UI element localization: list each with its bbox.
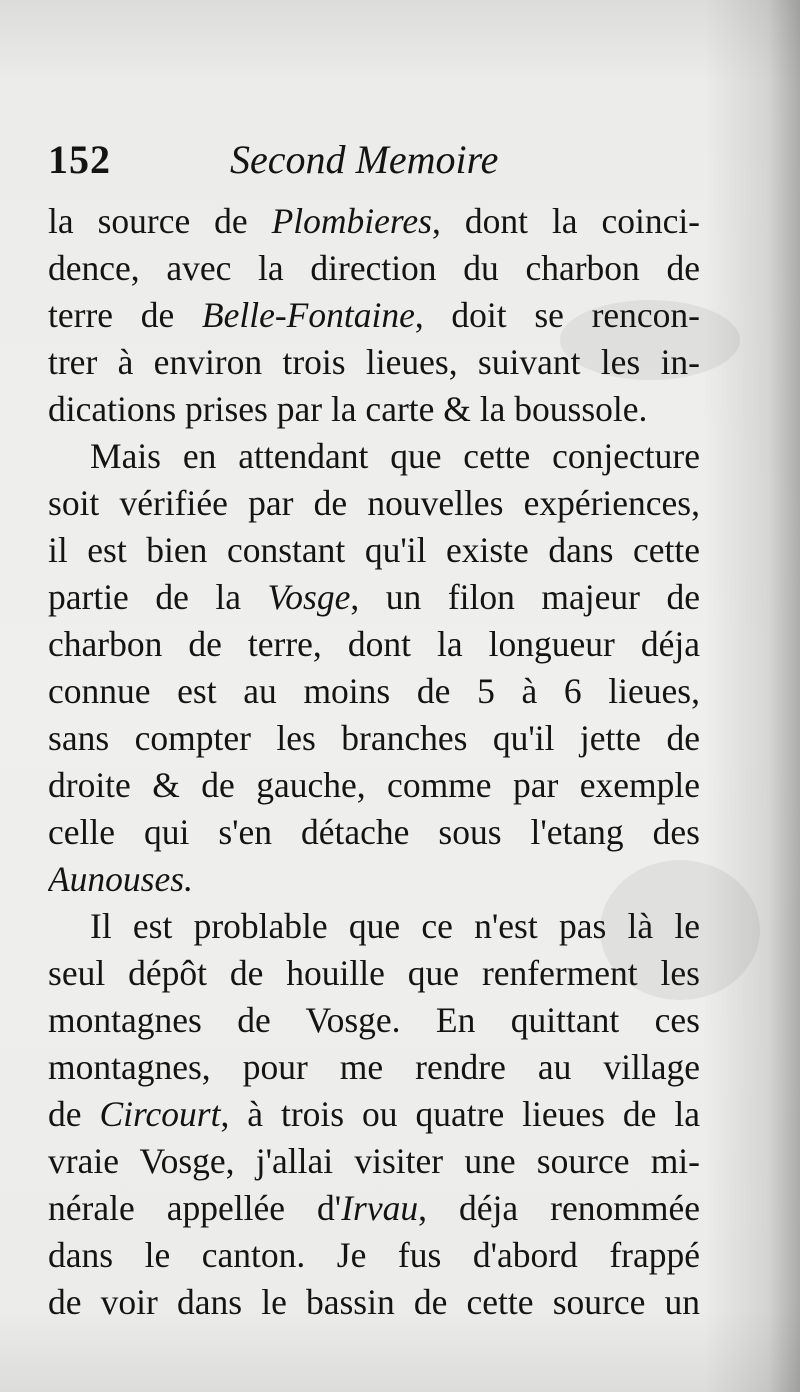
text-segment: charbon de terre, dont la longueur déja	[48, 624, 700, 664]
text-line	[48, 1232, 700, 1279]
text-line	[48, 762, 700, 809]
text-segment: Il est problable que ce n'est pas là le	[90, 906, 700, 946]
text-segment: il est bien constant qu'il existe dans cette	[48, 530, 700, 570]
text-segment: dans le canton. Je fus d'abord frappé	[48, 1235, 700, 1275]
text-line	[48, 950, 700, 997]
text-segment: connue est au moins de 5 à 6 lieues,	[48, 671, 700, 711]
text-segment: , dont la coinci-	[432, 201, 700, 241]
text-line	[48, 245, 700, 292]
text-segment: de voir dans le bassin de cette source un	[48, 1282, 700, 1322]
italic-text: Aunouses.	[48, 859, 193, 899]
text-line	[48, 339, 700, 386]
italic-text: Circourt	[99, 1094, 221, 1134]
text-segment: la source de	[48, 201, 272, 241]
text-line	[48, 1138, 700, 1185]
text-line	[48, 480, 700, 527]
text-segment: terre de	[48, 295, 202, 335]
text-segment: , doit se rencon-	[414, 295, 700, 335]
text-line	[48, 1185, 700, 1232]
italic-text: Belle-Fontaine	[201, 295, 415, 335]
text-segment: Mais en attendant que cette conjecture	[90, 436, 700, 476]
text-segment: , à trois ou quatre lieues de la	[220, 1094, 700, 1134]
text-line	[48, 574, 700, 621]
page-header	[40, 132, 740, 192]
italic-text: Vosge	[267, 577, 351, 617]
running-title: Second Memoire	[230, 137, 499, 182]
text-line	[48, 809, 700, 856]
text-line	[48, 1044, 700, 1091]
text-segment: , un filon majeur de	[350, 577, 700, 617]
text-segment: dence, avec la direction du charbon de	[48, 248, 700, 288]
text-line	[48, 527, 700, 574]
text-segment: celle qui s'en détache sous l'etang des	[48, 812, 700, 852]
text-segment: seul dépôt de houille que renferment les	[48, 953, 700, 993]
text-line	[48, 668, 700, 715]
text-line	[48, 433, 700, 480]
text-segment: montagnes de Vosge. En quittant ces	[48, 1000, 700, 1040]
text-segment: nérale appellée d'	[48, 1188, 342, 1228]
italic-text: Irvau	[341, 1188, 419, 1228]
text-segment: montagnes, pour me rendre au village	[48, 1047, 700, 1087]
text-segment: soit vérifiée par de nouvelles expériences,	[48, 483, 700, 523]
text-line	[48, 715, 700, 762]
page-number: 152	[48, 137, 111, 182]
text-segment: dications prises par la carte & la boussole.	[48, 389, 648, 429]
body-text	[48, 198, 700, 1326]
text-line	[48, 198, 700, 245]
text-segment: droite & de gauche, comme par exemple	[48, 765, 700, 805]
text-segment: trer à environ trois lieues, suivant les in-	[48, 342, 700, 382]
text-line	[48, 386, 700, 433]
text-segment: de	[48, 1094, 100, 1134]
text-line	[48, 292, 700, 339]
text-segment: sans compter les branches qu'il jette de	[48, 718, 700, 758]
text-segment: , déja renommée	[418, 1188, 700, 1228]
text-line	[48, 1091, 700, 1138]
text-line	[48, 621, 700, 668]
text-line	[48, 1279, 700, 1326]
text-line	[48, 903, 700, 950]
text-segment: partie de la	[48, 577, 268, 617]
text-line	[48, 997, 700, 1044]
text-line	[48, 856, 700, 903]
text-segment: vraie Vosge, j'allai visiter une source mi-	[48, 1141, 700, 1181]
italic-text: Plombieres	[271, 201, 432, 241]
